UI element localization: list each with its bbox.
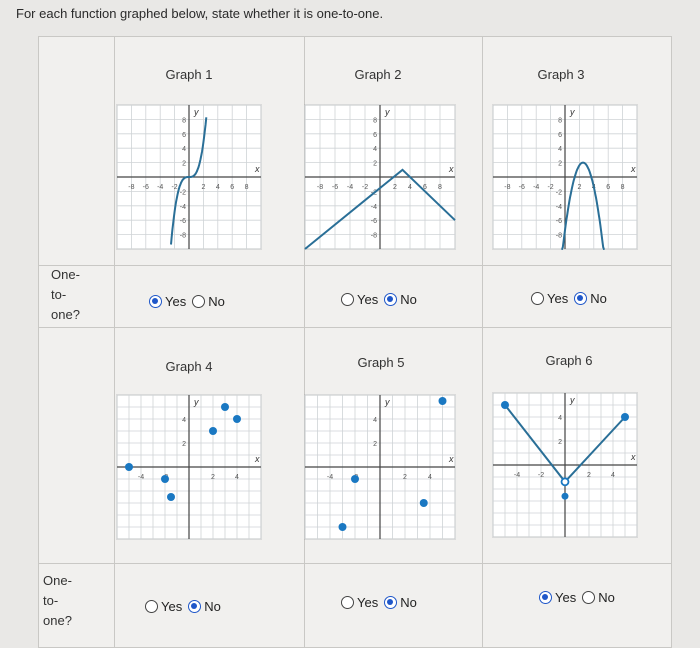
- graph-3-title: Graph 3: [537, 67, 585, 82]
- x-axis-label: x: [631, 452, 636, 462]
- x-tick-label: -4: [346, 184, 354, 191]
- y-tick-label: -2: [370, 189, 377, 197]
- y-tick-label: 4: [558, 415, 562, 422]
- x-tick-label: -8: [504, 184, 511, 191]
- x-tick-label: 4: [215, 184, 220, 191]
- graph-3-yes-radio[interactable]: [531, 292, 544, 305]
- graph-5-answer: [341, 595, 423, 610]
- y-tick-label: 2: [182, 441, 186, 448]
- row-label-1: One- to- one?: [51, 267, 80, 322]
- y-tick-label: 2: [373, 160, 377, 168]
- graph-5-yes-option[interactable]: [341, 595, 378, 610]
- x-tick-label: -2: [537, 472, 545, 479]
- x-tick-label: 2: [403, 474, 407, 481]
- x-tick-label: -6: [331, 184, 339, 191]
- x-tick-label: -4: [157, 184, 164, 191]
- graph-6-yes-label: Yes: [555, 590, 577, 605]
- graph-4-point: [209, 427, 217, 435]
- graph-5-point: [339, 523, 347, 531]
- y-tick-label: -2: [179, 189, 186, 197]
- graph-2-no-option[interactable]: [384, 292, 417, 307]
- graph-5-yes-radio[interactable]: [341, 596, 354, 609]
- graph-4-no-label: No: [204, 599, 221, 614]
- graph-4-point: [221, 403, 229, 411]
- graph-6-point: [562, 493, 569, 500]
- x-tick-label: 2: [211, 474, 215, 481]
- y-tick-label: -8: [179, 232, 186, 240]
- y-tick-label: 4: [182, 417, 186, 424]
- y-axis-label: y: [194, 397, 199, 407]
- graph-6-point: [501, 401, 509, 409]
- x-tick-label: -6: [518, 184, 525, 191]
- y-tick-label: -4: [370, 203, 377, 211]
- x-tick-label: 6: [423, 184, 427, 191]
- graph-6-answer: [539, 590, 621, 605]
- y-tick-label: -6: [179, 218, 186, 226]
- graph-1-title: Graph 1: [165, 67, 213, 82]
- graph-4-point: [161, 475, 169, 483]
- graph-5-no-radio[interactable]: [384, 596, 397, 609]
- answer-table: [38, 36, 672, 648]
- g2-svg: [297, 97, 463, 257]
- y-tick-label: 2: [558, 160, 562, 168]
- graph-2-title: Graph 2: [354, 67, 402, 82]
- g5-svg: [297, 387, 463, 547]
- graph-5-no-option[interactable]: [384, 595, 417, 610]
- graph-5-no-label: No: [400, 595, 417, 610]
- graph-4-yes-label: Yes: [161, 599, 183, 614]
- graph-4-point: [125, 463, 133, 471]
- y-tick-label: 4: [182, 146, 186, 154]
- x-tick-label: -6: [142, 184, 149, 191]
- instructions: For each function graphed below, state whether it is one-to-one.: [16, 6, 384, 21]
- y-tick-label: -6: [370, 218, 377, 226]
- x-axis-label: x: [449, 454, 454, 464]
- y-tick-label: 4: [373, 417, 377, 424]
- y-tick-label: 2: [558, 439, 562, 446]
- y-tick-label: -8: [555, 232, 562, 240]
- graph-6-no-option[interactable]: [582, 590, 615, 605]
- x-axis-label: x: [255, 164, 260, 174]
- y-tick-label: -4: [555, 203, 562, 211]
- graph-5-point: [351, 475, 359, 483]
- graph-3-answer: [531, 291, 613, 306]
- graph-6-yes-radio[interactable]: [539, 591, 552, 604]
- y-axis-label: y: [385, 397, 390, 407]
- x-tick-label: -8: [128, 184, 135, 191]
- graph-4-point: [233, 415, 241, 423]
- graph-1-no-radio[interactable]: [192, 295, 205, 308]
- graph-2-yes-radio[interactable]: [341, 293, 354, 306]
- y-tick-label: 4: [373, 146, 377, 154]
- y-tick-label: 6: [373, 131, 377, 139]
- x-tick-label: 4: [611, 472, 615, 479]
- graph-1-no-label: No: [208, 294, 225, 309]
- y-tick-label: 6: [182, 131, 186, 139]
- graph-4: [109, 387, 269, 547]
- g4-svg: [109, 387, 269, 547]
- x-tick-label: 2: [201, 184, 206, 191]
- x-tick-label: -4: [326, 474, 334, 481]
- x-tick-label: -4: [533, 184, 540, 191]
- graph-1-yes-label: Yes: [165, 294, 187, 309]
- graph-3-no-option[interactable]: [574, 291, 607, 306]
- g1-svg: [109, 97, 269, 257]
- y-axis-label: y: [194, 107, 199, 117]
- x-tick-label: -4: [513, 472, 521, 479]
- graph-2-no-radio[interactable]: [384, 293, 397, 306]
- graph-1-yes-option[interactable]: [149, 294, 186, 309]
- x-axis-label: x: [255, 454, 260, 464]
- graph-1-yes-radio[interactable]: [149, 295, 162, 308]
- graph-6-point: [621, 413, 629, 421]
- x-tick-label: 4: [428, 474, 432, 481]
- y-axis-label: y: [385, 107, 390, 117]
- y-axis-label: y: [570, 395, 575, 405]
- x-tick-label: 6: [606, 184, 611, 191]
- graph-4-answer: [145, 599, 227, 614]
- y-tick-label: -4: [179, 203, 186, 211]
- graph-3: [485, 97, 645, 257]
- y-tick-label: 8: [182, 117, 186, 125]
- y-tick-label: 4: [558, 146, 562, 154]
- graph-2-yes-label: Yes: [357, 292, 379, 307]
- x-tick-label: -2: [171, 184, 178, 191]
- x-tick-label: 8: [244, 184, 249, 191]
- graph-3-no-label: No: [590, 291, 607, 306]
- graph-6-yes-option[interactable]: [539, 590, 576, 605]
- graph-6-open-point: [562, 478, 569, 485]
- graph-3-yes-option[interactable]: [531, 291, 568, 306]
- x-tick-label: -8: [316, 184, 324, 191]
- graph-6-no-radio[interactable]: [582, 591, 595, 604]
- x-tick-label: 4: [235, 474, 239, 481]
- g6-svg: [485, 385, 645, 545]
- y-tick-label: -8: [370, 232, 377, 240]
- graph-3-yes-label: Yes: [547, 291, 569, 306]
- graph-5-yes-label: Yes: [357, 595, 379, 610]
- x-tick-label: 2: [393, 184, 397, 191]
- graph-4-no-radio[interactable]: [188, 600, 201, 613]
- y-tick-label: -2: [555, 189, 562, 197]
- x-tick-label: 8: [438, 184, 442, 191]
- x-tick-label: -2: [361, 184, 369, 191]
- graph-5-title: Graph 5: [357, 355, 405, 370]
- graph-5: [297, 387, 463, 547]
- x-tick-label: 8: [620, 184, 625, 191]
- graph-4-yes-option[interactable]: [145, 599, 182, 614]
- graph-2: [297, 97, 463, 257]
- x-tick-label: 2: [587, 472, 591, 479]
- graph-5-point: [439, 397, 447, 405]
- graph-1-answer: [149, 294, 231, 309]
- graph-5-point: [420, 499, 428, 507]
- graph-4-title: Graph 4: [165, 359, 213, 374]
- y-tick-label: 8: [558, 117, 562, 125]
- graph-1-no-option[interactable]: [192, 294, 225, 309]
- g3-svg: [485, 97, 645, 257]
- y-tick-label: 8: [373, 117, 377, 125]
- y-tick-label: 2: [182, 160, 186, 168]
- graph-4-no-option[interactable]: [188, 599, 221, 614]
- y-tick-label: 2: [373, 441, 377, 448]
- y-tick-label: -6: [555, 218, 562, 226]
- x-tick-label: 4: [591, 184, 596, 191]
- graph-2-no-label: No: [400, 292, 417, 307]
- graph-6: [485, 385, 645, 545]
- x-tick-label: -4: [137, 474, 145, 481]
- x-tick-label: 6: [230, 184, 235, 191]
- graph-4-yes-radio[interactable]: [145, 600, 158, 613]
- row-label-2: One- to- one?: [43, 573, 72, 628]
- graph-6-title: Graph 6: [545, 353, 593, 368]
- graph-2-answer: [341, 292, 423, 307]
- x-axis-label: x: [449, 164, 454, 174]
- y-axis-label: y: [570, 107, 575, 117]
- x-tick-label: -2: [547, 184, 554, 191]
- x-tick-label: 4: [408, 184, 412, 191]
- graph-6-no-label: No: [598, 590, 615, 605]
- graph-3-no-radio[interactable]: [574, 292, 587, 305]
- graph-2-yes-option[interactable]: [341, 292, 378, 307]
- x-axis-label: x: [631, 164, 636, 174]
- graph-1: [109, 97, 269, 257]
- x-tick-label: 2: [577, 184, 582, 191]
- y-tick-label: 6: [558, 131, 562, 139]
- graph-4-point: [167, 493, 175, 501]
